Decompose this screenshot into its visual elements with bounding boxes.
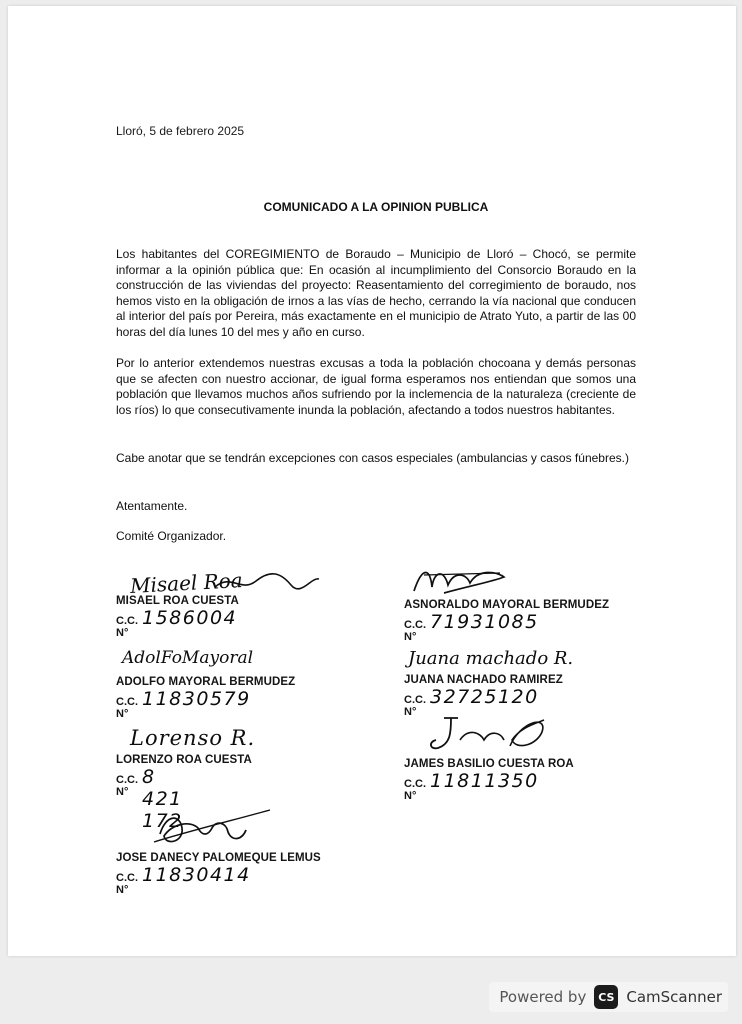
cc-label: C.C. N° — [116, 615, 138, 639]
signatory-name: JAMES BASILIO CUESTA ROA — [404, 758, 574, 770]
signatory-name: ASNORALDO MAYORAL BERMUDEZ — [404, 599, 610, 611]
cc-label: C.C. N° — [116, 696, 138, 720]
committee-line: Comité Organizador. — [116, 529, 227, 543]
cc-number: 71931085 — [430, 611, 539, 633]
cc-label: C.C. N° — [404, 694, 426, 718]
date-line: Lloró, 5 de febrero 2025 — [116, 124, 245, 138]
signature-scribble — [404, 563, 524, 599]
signatory-name: LORENZO ROA CUESTA — [116, 754, 252, 766]
scanned-page — [8, 6, 736, 956]
paragraph-3: Cabe anotar que se tendrán excepciones con casos especiales (ambulancias y casos fúnebres.) — [116, 451, 629, 465]
cc-number: 1586004 — [142, 607, 238, 629]
cc-label: C.C. N° — [116, 774, 138, 798]
handwritten-signature: Lorenso R. — [130, 726, 256, 750]
signature-scribble — [146, 806, 276, 852]
cc-number: 11830579 — [142, 688, 251, 710]
cc-label: C.C. N° — [404, 778, 426, 802]
signatory-name: MISAEL ROA CUESTA — [116, 595, 239, 607]
signature-scribble — [424, 710, 554, 752]
closing-line: Atentamente. — [116, 499, 188, 513]
cc-number: 11830414 — [142, 864, 251, 886]
paragraph-1: Los habitantes del COREGIMIENTO de Boraudo – Municipio de Lloró – Chocó, se permite informar a la opinión pública que: En ocasión al incumplimiento del Consorcio Boraudo en la construcción de las viviendas del proyecto: Reasentamiento del corregimiento de boraudo, nos hemos visto en la obligación de irnos a las vías de hecho, cerrando la vía nacional que conducen al interior del país por Pereira, más exactamente en el municipio de Atrato Yuto, a partir de las 00 horas del día lunes 10 del mes y año en curso. — [116, 247, 636, 339]
signatory-name: JUANA NACHADO RAMIREZ — [404, 674, 563, 686]
camscanner-watermark — [489, 982, 728, 1012]
signatory-name: JOSE DANECY PALOMEQUE LEMUS — [116, 852, 321, 864]
cc-label: C.C. N° — [404, 619, 426, 643]
cc-label: C.C. N° — [116, 872, 138, 896]
powered-by-label: Powered by — [499, 988, 587, 1006]
handwritten-signature: Juana machado R. — [408, 648, 574, 669]
signature-scribble — [211, 571, 321, 593]
camscanner-logo-icon: CS — [594, 985, 618, 1009]
document-title: COMUNICADO A LA OPINION PUBLICA — [263, 200, 489, 214]
camscanner-brand: CamScanner — [626, 988, 722, 1006]
handwritten-signature: AdolFoMayoral — [122, 648, 254, 668]
paragraph-2: Por lo anterior extendemos nuestras excusas a toda la población chocoana y demás personas que se afecten con nuestro accionar, de igual forma esperamos nos entiendan que somos una población que llevamos muchos años sufriendo por la inclemencia de la naturaleza (creciente de los ríos) lo que consecutivamente inunda la población, afectando a todos nuestros habitantes. — [116, 356, 636, 417]
cc-number: 32725120 — [430, 686, 539, 708]
cc-number: 11811350 — [430, 770, 539, 792]
cc-number: 8 421 172 — [142, 766, 183, 832]
handwritten-signature: Misael Roa — [129, 568, 244, 598]
signatory-name: ADOLFO MAYORAL BERMUDEZ — [116, 676, 296, 688]
